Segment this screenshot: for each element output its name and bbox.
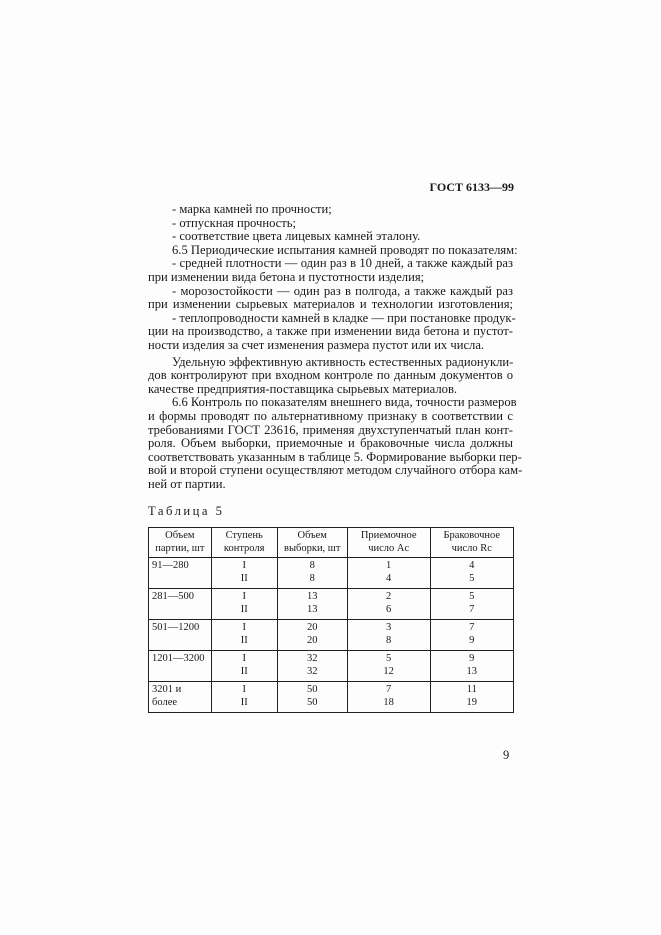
cell-lot: 1201—3200 [149,651,212,682]
cell-rc: 11 19 [430,682,513,713]
text-line: ней от партии. [148,476,226,491]
cell-sample: 20 20 [277,620,347,651]
text-line: - марка камней по прочности; [172,202,332,216]
document-code: ГОСТ 6133—99 [429,180,514,194]
text-line: при изменении сырьевых материалов и технологии изготовления; [148,297,513,312]
cell-stage: I II [211,651,277,682]
text-line: вой и второй ступени осуществляют методом случайного отбора кам- [148,463,523,478]
text-line: - соответствие цвета лицевых камней эталону. [172,229,421,244]
cell-ac: 1 4 [347,558,430,589]
cell-sample: 8 8 [277,558,347,589]
text-line: Удельную эффективную активность естественных радионукли- [172,354,514,369]
body-text [148,202,523,491]
cell-stage: I II [211,620,277,651]
cell-lot: 501—1200 [149,620,212,651]
cell-sample: 50 50 [277,682,347,713]
cell-rc: 5 7 [430,589,513,620]
cell-ac: 2 6 [347,589,430,620]
column-header: Приемочное число Ac [347,528,430,558]
page-number: 9 [503,748,510,762]
column-header: Браковочное число Rc [430,528,513,558]
cell-ac: 7 18 [347,682,430,713]
table-header-row [149,528,514,558]
cell-lot: 91—280 [149,558,212,589]
cell-lot: 3201 и более [149,682,212,713]
table-5 [148,527,514,713]
cell-sample: 32 32 [277,651,347,682]
text-line: и формы проводят по альтернативному признаку в соответствии с [148,408,513,423]
text-line: 6.5 Периодические испытания камней проводят по показателям: [172,242,518,257]
cell-rc: 4 5 [430,558,513,589]
text-line: - теплопроводности камней в кладке — при постановке продук- [172,310,516,325]
text-line: роля. Объем выборки, приемочные и браковочные числа должны [148,436,513,451]
table-caption: Таблица 5 [148,504,225,518]
cell-sample: 13 13 [277,589,347,620]
table-row [149,682,514,713]
text-line: соответствовать указанным в таблице 5. Формирование выборки пер- [148,449,522,464]
text-line: требованиями ГОСТ 23616, применяя двухступенчатый план конт- [148,422,513,437]
cell-rc: 7 9 [430,620,513,651]
table-row [149,651,514,682]
cell-rc: 9 13 [430,651,513,682]
table-row [149,558,514,589]
text-line: ции на производство, а также при изменении вида бетона и пустот- [148,324,513,339]
column-header: Ступень контроля [211,528,277,558]
text-line: качестве предприятия-поставщика сырьевых материалов. [148,381,458,396]
text-line: при изменении вида бетона и пустотности изделия; [148,269,425,284]
text-line: - морозостойкости — один раз в полгода, а также каждый раз [172,283,513,298]
column-header: Объем выборки, шт [277,528,347,558]
cell-stage: I II [211,558,277,589]
cell-ac: 5 12 [347,651,430,682]
column-header: Объем партии, шт [149,528,212,558]
table-row [149,620,514,651]
cell-lot: 281—500 [149,589,212,620]
text-line: - отпускная прочность; [172,215,297,230]
table-row [149,589,514,620]
cell-stage: I II [211,682,277,713]
text-line: 6.6 Контроль по показателям внешнего вида, точности размеров [172,395,517,410]
cell-stage: I II [211,589,277,620]
text-line: - средней плотности — один раз в 10 дней, а также каждый раз [172,256,513,271]
text-line: ности изделия за счет изменения размера пустот или их числа. [148,337,485,352]
cell-ac: 3 8 [347,620,430,651]
text-line: дов контролируют при входном контроле по данным документов о [148,368,513,383]
